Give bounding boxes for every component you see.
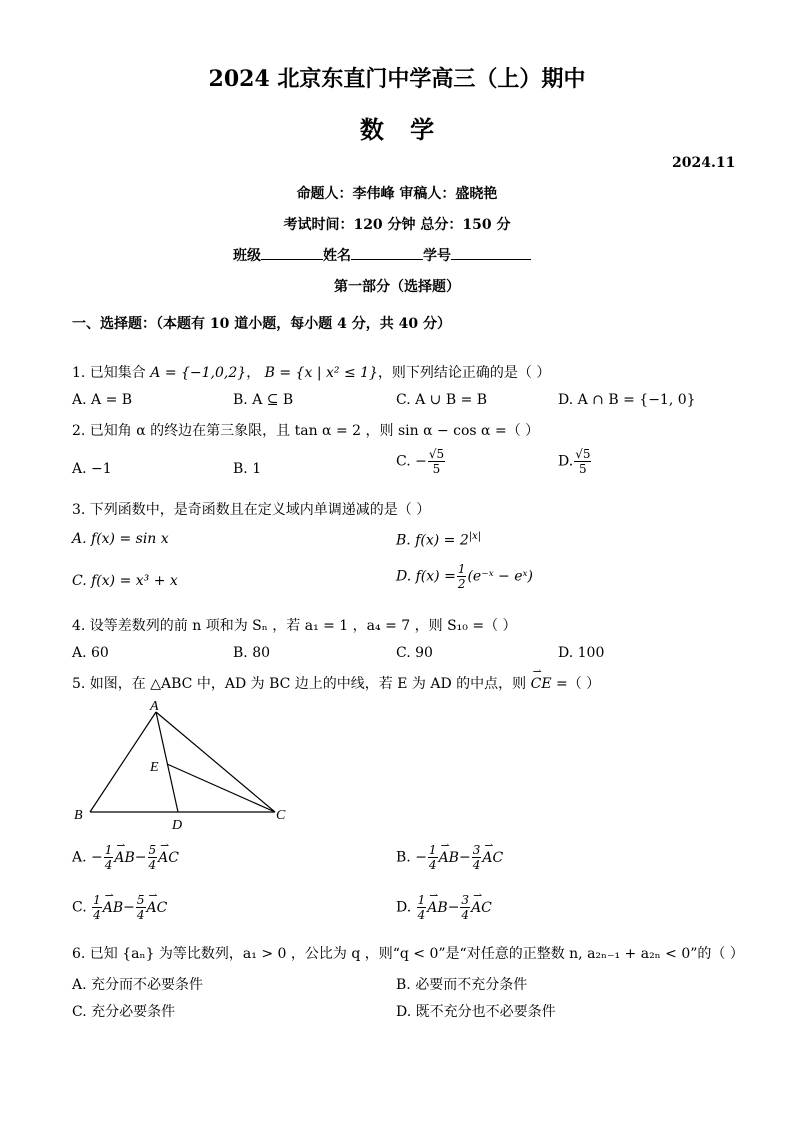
q6-option-b: B. 必要而不充分条件 [396,977,528,993]
q4-option-a: A. 60 [72,645,109,661]
q1-stem-prefix: 1. 已知集合 [72,365,146,381]
side-ab [90,712,156,812]
q3-option-b-exponent: |x| [468,531,482,542]
id-field-label: 学号 [423,248,451,264]
exam-title: 2024 北京东直门中学高三（上）期中 [208,66,586,92]
q3-option-d [396,562,533,591]
q3-option-b [396,531,481,549]
point-e-label: E [150,760,159,775]
q3-option-c: C. f(x) = x³ + x [72,573,178,589]
exam-info-line: 考试时间：120 分钟 总分：150 分 [283,217,511,233]
authors-line: 命题人：李伟峰 审稿人：盛晓艳 [296,186,498,202]
q5-option-c-label: C. [72,899,87,916]
q2-option-c-numerator: √5 [428,447,445,461]
q2-option-c-denominator: 5 [432,462,441,476]
student-fields [233,245,531,265]
name-field-label: 姓名 [323,248,351,264]
vertex-a-label: A [150,699,159,714]
q5-option-a: A. − $\frac{1}{4}$ ⇀ AB− $\frac{5}{4}$ ⇀ AC [72,843,179,872]
vertex-b-label: B [74,808,83,823]
q1-option-d: D. A ∩ B = {−1, 0} [558,392,696,408]
q5-option-b: B. − $\frac{1}{4}$ ⇀ AB− $\frac{3}{4}$ ⇀ AC [396,843,503,872]
q5-option-a-label: A. − [72,849,103,866]
q2-option-a: A. −1 [72,461,112,477]
q5-option-d-label: D. [396,899,412,916]
q2-option-d [558,447,592,476]
student-id-blank[interactable] [451,245,531,260]
q3-option-d-numerator: 1 [457,562,466,576]
q2-option-d-numerator: √5 [575,447,591,461]
q6-stem: 6. 已知 {aₙ} 为等比数列，a₁ > 0 ，公比为 q ，则“q < 0”是“对任意的正整数 n, a₂ₙ₋₁ + a₂ₙ < 0”的（ ） [72,946,744,962]
segment-ce [167,764,275,812]
q3-option-b-base: B. f(x) = 2 [396,532,469,549]
q1-set-b: B = {x | x² ≤ 1} [264,365,378,381]
exam-date: 2024.11 [672,155,736,171]
point-d-label: D [172,818,183,833]
q5-stem [72,673,600,693]
q1-option-b: B. A ⊆ B [233,392,294,408]
section-title: 一、选择题：（本题有 10 道小题，每小题 4 分，共 40 分） [72,316,451,332]
q2-option-d-denominator: 5 [579,462,587,476]
vertex-c-label: C [276,808,286,823]
q5-option-d: D. $\frac{1}{4}$ ⇀ AB− $\frac{3}{4}$ ⇀ AC [396,893,492,922]
q2-option-d-label: D. [558,453,574,470]
side-ac [156,712,275,812]
class-field-label: 班级 [233,248,261,264]
subject-title: 数 学 [359,115,435,144]
q2-option-c [396,447,446,476]
q3-option-a: A. f(x) = sin x [72,531,169,547]
q1-stem-suffix: ，则下列结论正确的是（ ） [377,365,551,381]
q1-stem: 1. 已知集合 A = {−1,0,2}， B = {x | x² ≤ 1}，则下列结论正确的是（ ） [72,365,551,381]
q6-option-c: C. 充分必要条件 [72,1004,176,1020]
q2-option-c-label: C. − [396,453,427,470]
q5-stem-prefix: 5. 如图，在 △ABC 中，AD 为 BC 边上的中线，若 E 为 AD 的中点，则 [72,676,531,692]
q1-set-a: A = {−1,0,2} [150,365,247,381]
q5-option-b-label: B. − [396,849,427,866]
q2-option-b: B. 1 [233,461,262,477]
q4-option-b: B. 80 [233,645,271,661]
q2-stem: 2. 已知角 α 的终边在第三象限，且 tan α = 2 ，则 sin α − cos α =（ ） [72,423,540,439]
q5-stem-suffix: =（ ） [551,676,601,692]
q3-option-d-label: D. f(x) = [396,568,456,585]
q4-option-c: C. 90 [396,645,433,661]
q6-option-d: D. 既不充分也不必要条件 [396,1004,556,1020]
class-blank[interactable] [261,245,323,260]
q5-option-c: C. $\frac{1}{4}$ ⇀ AB− $\frac{5}{4}$ ⇀ AC [72,893,167,922]
q5-vector-ce: ⇀ CE [531,676,552,692]
q4-option-d: D. 100 [558,645,605,661]
q3-stem: 3. 下列函数中，是奇函数且在定义域内单调递减的是（ ） [72,502,431,518]
part-title: 第一部分（选择题） [334,279,460,295]
q3-option-d-tail: (e⁻ˣ − eˣ) [467,568,533,585]
q3-option-d-denominator: 2 [457,577,466,591]
q1-option-a: A. A = B [72,392,133,408]
q5-triangle-figure [70,698,300,833]
q6-option-a: A. 充分而不必要条件 [72,977,204,993]
q4-stem: 4. 设等差数列的前 n 项和为 Sₙ ，若 a₁ = 1 ，a₄ = 7 ，则 S₁₀ =（ ） [72,618,517,634]
q1-option-c: C. A ∪ B = B [396,392,488,408]
name-blank[interactable] [351,245,423,260]
